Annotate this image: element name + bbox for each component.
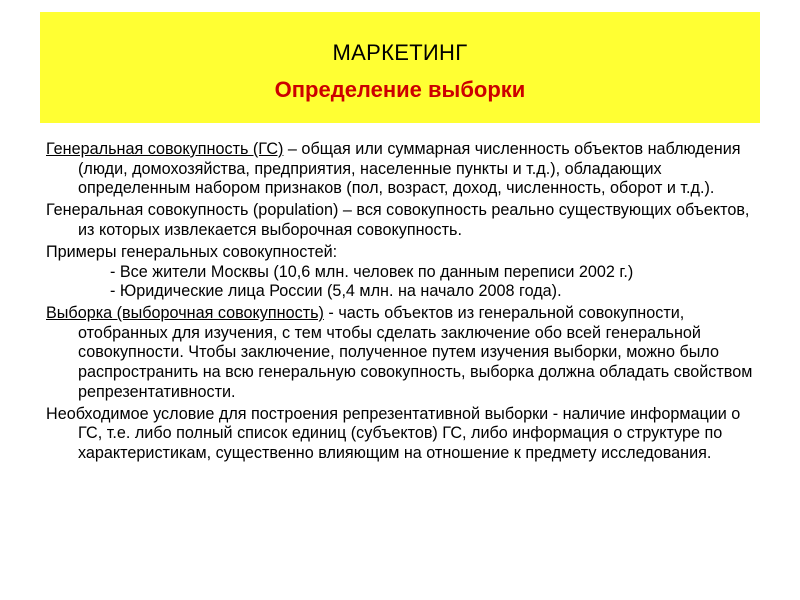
definition-general-population: – общая или суммарная численность объектов наблюдения (люди, домохозяйства, предприятия, населенные пункты и т.д.), обладающих определенным набором признаков (пол, возраст, доход, численность, оборот и т.д.). [78,140,741,198]
slide-title: МАРКЕТИНГ [332,40,468,65]
slide-body [46,140,766,466]
term-general-population: Генеральная совокупность (ГС) [46,140,284,158]
examples-heading: Примеры генеральных совокупностей: [46,242,338,261]
paragraph-condition: Необходимое условие для построения репрезентативной выборки - наличие информации о ГС, т.е. либо полный список единиц (субъектов) ГС, либо информация о структуре по характеристикам, существенно влияющим на отношение к предмету исследования. [46,404,741,462]
title-banner [40,12,760,123]
example-item-moscow: - Все жители Москвы (10,6 млн. человек по данным переписи 2002 г.) [110,262,634,281]
paragraph-population: Генеральная совокупность (population) – вся совокупность реально существующих объектов, из которых извлекается выборочная совокупность. [46,201,750,239]
paragraph-sample [46,304,766,402]
example-item-legal-entities: - Юридические лица России (5,4 млн. на начало 2008 года). [110,282,562,301]
paragraph-general-population [46,140,766,199]
slide-subtitle: Определение выборки [274,77,526,102]
term-sample: Выборка (выборочная совокупность) [46,304,324,323]
definition-sample: - часть объектов из генеральной совокупности, отобранных для изучения, с тем чтобы сделать заключение обо всей генеральной совокупности. Чтобы заключение, полученное путем изучения выборки, можно было распространить на всю генеральную совокупность, выборка должна обладать свойством репрезентативности. [78,304,753,401]
paragraph-examples [46,243,766,302]
